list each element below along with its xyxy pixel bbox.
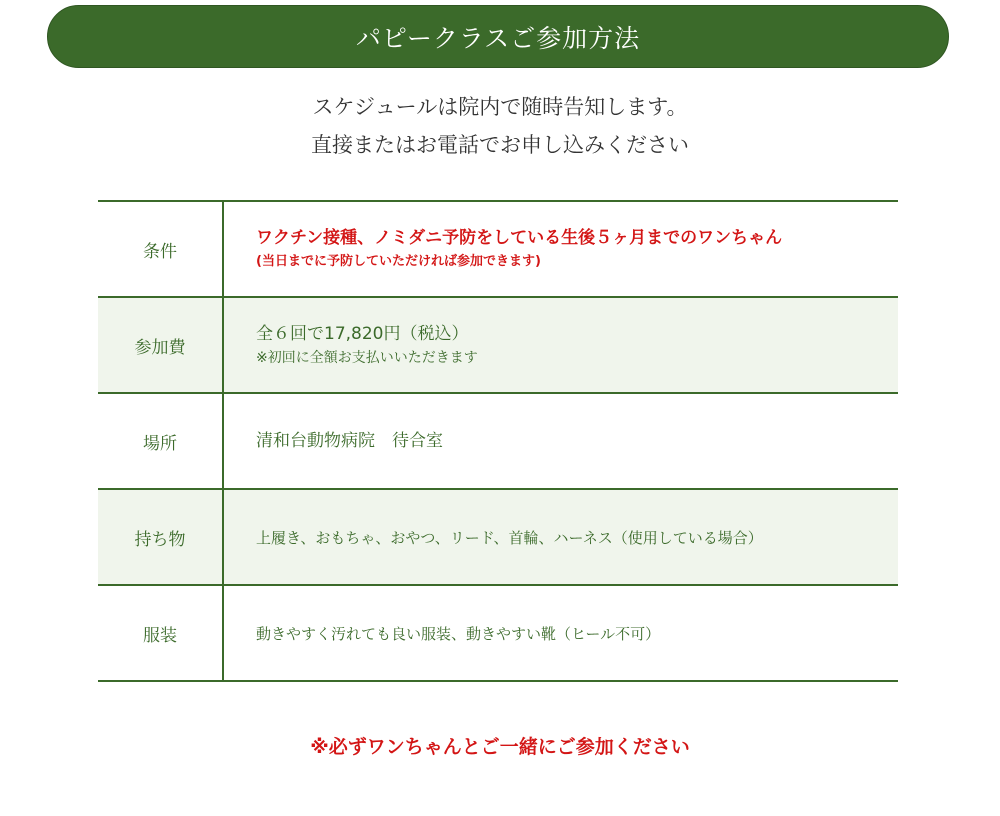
page-title: パピークラスご参加方法 xyxy=(355,23,641,53)
fee-main-text: 全６回で17,820円（税込） xyxy=(256,324,469,344)
row-content-conditions xyxy=(223,201,898,297)
conditions-main-text: ワクチン接種、ノミダニ予防をしている生後５ヶ月までのワンちゃん xyxy=(256,228,783,248)
table-row-fee xyxy=(98,297,898,393)
footer-note: ※必ずワンちゃんとご一緒にご参加ください xyxy=(310,736,690,758)
row-content-fee xyxy=(223,297,898,393)
intro-line-apply: 直接またはお電話でお申し込みください xyxy=(311,133,689,157)
fee-sub-text: ※初回に全額お支払いいただきます xyxy=(256,350,478,366)
row-content-location xyxy=(223,393,898,489)
row-label-location: 場所 xyxy=(98,393,223,489)
table-row-belongings xyxy=(98,489,898,585)
intro-text xyxy=(0,88,1000,164)
table-row-conditions xyxy=(98,201,898,297)
row-label-conditions: 条件 xyxy=(98,201,223,297)
table-row-clothing xyxy=(98,585,898,681)
clothing-text: 動きやすく汚れても良い服装、動きやすい靴（ヒール不可） xyxy=(256,624,661,643)
location-text: 清和台動物病院 待合室 xyxy=(256,431,443,451)
row-content-clothing xyxy=(223,585,898,681)
row-content-belongings xyxy=(223,489,898,585)
belongings-text: 上履き、おもちゃ、おやつ、リード、首輪、ハーネス（使用している場合） xyxy=(256,528,763,547)
intro-line-schedule: スケジュールは院内で随時告知します。 xyxy=(312,95,688,119)
table-row-location xyxy=(98,393,898,489)
conditions-sub-text: (当日までに予防していただければ参加できます) xyxy=(256,254,541,269)
row-label-belongings: 持ち物 xyxy=(98,489,223,585)
class-info-table xyxy=(98,200,898,682)
title-banner xyxy=(47,5,949,68)
row-label-clothing: 服装 xyxy=(98,585,223,681)
row-label-fee: 参加費 xyxy=(98,297,223,393)
